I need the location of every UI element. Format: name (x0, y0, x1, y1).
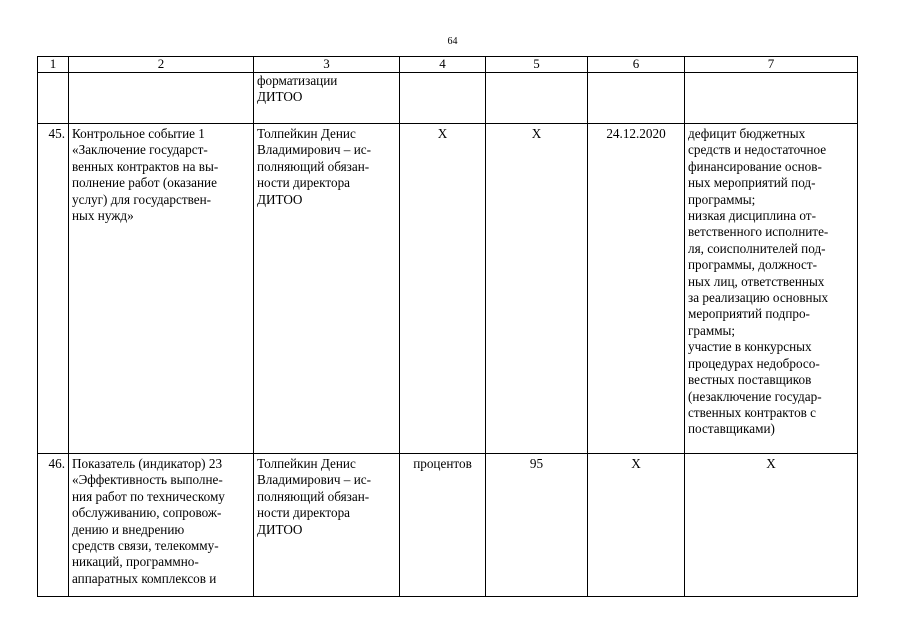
text-line: ля, соисполнителей под- (688, 240, 826, 256)
text-line: Толпейкин Денис (257, 126, 356, 141)
row45-num: 45. (38, 124, 69, 454)
text-line: полнение работ (оказание (72, 175, 217, 191)
text-line: поставщиками) (688, 421, 775, 437)
row45-risks (685, 124, 858, 454)
text-line: обслуживанию, сопровож- (72, 505, 222, 521)
row46-num: 46. (38, 454, 69, 597)
text-line: Контрольное событие 1 (72, 126, 205, 141)
table-row-46 (38, 454, 858, 597)
text-line: процедурах недобросо- (688, 355, 820, 371)
header-cell-1: 1 (38, 57, 69, 73)
cont-col5-cell (486, 73, 588, 124)
text-line: ности директора (257, 175, 351, 191)
text-line: услуг) для государствен- (72, 191, 212, 207)
row45-col4: Х (400, 124, 486, 454)
text-line: за реализацию основных (688, 290, 829, 306)
text-line: средств и недостаточное (688, 142, 827, 158)
text-line: вестных поставщиков (688, 372, 812, 388)
text-line: венных контрактов на вы- (72, 158, 219, 174)
text-line: ДИТОО (257, 89, 303, 105)
text-line: ных лиц, ответственных (688, 273, 825, 289)
row46-col6: Х (588, 454, 685, 597)
text-line: граммы; (688, 322, 736, 338)
text-line: ственных контрактов с (688, 404, 817, 420)
text-line: «Заключение государст- (72, 142, 208, 158)
header-cell-7: 7 (685, 57, 858, 73)
text-line: ных мероприятий под- (688, 175, 816, 191)
text-line: дению и внедрению (72, 521, 185, 537)
header-row (38, 57, 858, 73)
page-number: 64 (447, 36, 458, 47)
text-line: Владимирович – ис- (257, 142, 371, 158)
cont-col7-cell (685, 73, 858, 124)
row46-value: 95 (486, 454, 588, 597)
text-line: ных нужд» (72, 208, 134, 224)
text-line: Толпейкин Денис (257, 456, 356, 471)
text-line: ДИТОО (257, 521, 303, 537)
text-line: (незаключение государ- (688, 388, 822, 404)
text-line: низкая дисциплина от- (688, 208, 816, 224)
row46-unit: процентов (400, 454, 486, 597)
text-line: дефицит бюджетных (688, 126, 806, 141)
row46-col7: Х (685, 454, 858, 597)
text-line: программы; (688, 191, 756, 207)
text-line: никаций, программно- (72, 554, 199, 570)
row45-col5: Х (486, 124, 588, 454)
text-line: полняющий обязан- (257, 488, 370, 504)
row46-responsible (254, 454, 400, 597)
text-line: средств связи, телекомму- (72, 538, 219, 554)
row45-date: 24.12.2020 (588, 124, 685, 454)
text-line: ния работ по техническому (72, 488, 225, 504)
cont-col3-cell (254, 73, 400, 124)
text-line: Показатель (индикатор) 23 (72, 456, 223, 471)
text-line: ветственного исполните- (688, 224, 829, 240)
row46-indicator (69, 454, 254, 597)
text-line: программы, должност- (688, 257, 818, 273)
text-line: мероприятий подпро- (688, 306, 810, 322)
table-row-45 (38, 124, 858, 454)
text-line: «Эффективность выполне- (72, 472, 223, 488)
header-cell-4: 4 (400, 57, 486, 73)
document-table (37, 56, 858, 597)
text-line: форматизации (257, 73, 338, 88)
text-line: участие в конкурсных (688, 339, 812, 355)
header-cell-6: 6 (588, 57, 685, 73)
cont-num-cell (38, 73, 69, 124)
header-cell-5: 5 (486, 57, 588, 73)
row45-responsible (254, 124, 400, 454)
table-row-continuation (38, 73, 858, 124)
cont-col6-cell (588, 73, 685, 124)
text-line: финансирование основ- (688, 158, 822, 174)
header-cell-3: 3 (254, 57, 400, 73)
cont-col2-cell (69, 73, 254, 124)
text-line: ДИТОО (257, 191, 303, 207)
text-line: аппаратных комплексов и (72, 570, 217, 586)
header-cell-2: 2 (69, 57, 254, 73)
text-line: ности директора (257, 505, 351, 521)
row45-event (69, 124, 254, 454)
text-line: полняющий обязан- (257, 158, 370, 174)
cont-col4-cell (400, 73, 486, 124)
text-line: Владимирович – ис- (257, 472, 371, 488)
